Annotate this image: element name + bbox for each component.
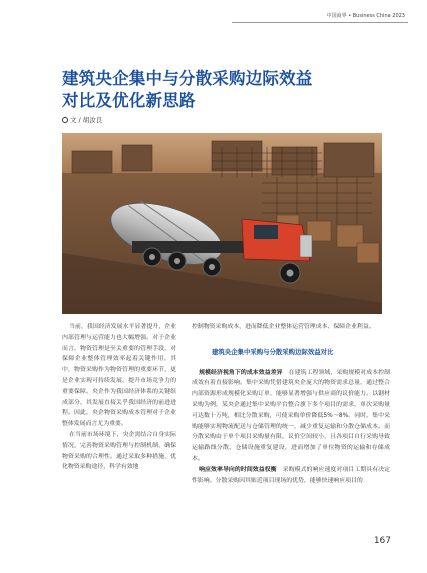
- left-paragraph-2: 在当前市场环境下，央企需结合自身实际情况，完善物资采购管理与控制机制，确保物资采购的合理性。通过采取多种措施，优化物资采购途径，科学有效地: [62, 431, 176, 471]
- circle-icon: [62, 117, 68, 123]
- right-column: [192, 322, 390, 486]
- title-line-2: 对比及优化新思路: [62, 91, 196, 110]
- paragraph-1-lead: 规模经济视角下的成本效益差异: [199, 369, 283, 376]
- left-column: [62, 322, 176, 473]
- left-paragraph-1: 当前，我国经济发展水平显著提升，企业内部管理与运营能力也大幅增强。对于企业而言，物资管理是至关重要的管理手段，对保障企业整体管理效率起着关键作用。其中，物资采购作为物资管理的重要环节，更是企业实现可持续发展、提升市场竞争力的重要保障。央企作为我国经济体系的关键组成部分，其发展直接关乎我国经济的前进进程。因此，央企物资采购成本管理对于企业整体发展而言尤为重要。: [62, 324, 176, 428]
- paragraph-2-body: 采购模式的响应速度对项目工期具有决定性影响。分散采购因其贴近项目现场的优势，能够快速响应项目的: [192, 466, 390, 484]
- byline: [62, 115, 102, 124]
- article-photo: [62, 133, 382, 314]
- right-paragraph-top: 控制物资采购成本，进而降低企业整体运营管理成本、保障企业利益。: [192, 324, 375, 330]
- byline-author: 胡汝良: [82, 116, 103, 124]
- article-title: [62, 68, 382, 112]
- construction-site-illustration: [62, 133, 382, 314]
- section-title: 建筑央企集中采购与分散采购边际效益对比: [212, 347, 334, 356]
- running-header: 中国商界 • Business China 2023: [326, 13, 405, 19]
- right-paragraph-2: [192, 465, 390, 487]
- paragraph-2-lead: 响应效率导向的时间效益权衡: [199, 466, 277, 473]
- paragraph-1-body: 在建筑工程领域，采购规模对成本控制成效有着直接影响。集中采购凭借建筑央企庞大的物资需求总量，通过整合内部资源形成规模化采购订单，能够显著增强与供应商的议价能力。以钢材采购为例，某央企通过集中采购平台整合旗下多个项目的需求，单次采购量可达数十万吨，相比分散采购，可使采购单价降低5%～8%。同时，集中采购能够实现物流配送与仓储管理的统一，减少重复运输和分散仓储成本。而分散采购由于单个项目采购量有限，议价空间较小，且各项目自行采购导致运输路线分散、仓储设施重复建设，进而增加了单位物资的运输和存储成本。: [192, 369, 390, 462]
- header-rule: [232, 22, 408, 23]
- byline-prefix: 文: [70, 116, 77, 124]
- right-paragraph-1: [192, 368, 390, 465]
- title-line-1: 建筑央企集中与分散采购边际效益: [62, 69, 313, 88]
- page-number: 167: [373, 536, 391, 546]
- slash-icon: /: [78, 115, 81, 124]
